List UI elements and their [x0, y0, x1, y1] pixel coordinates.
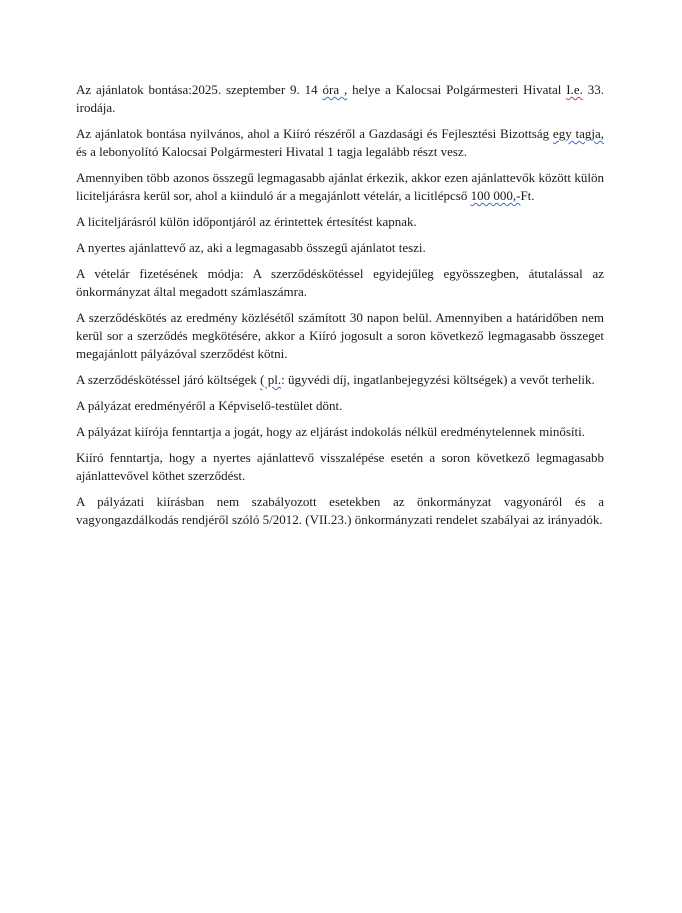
text-segment: Ft. [520, 188, 535, 203]
spellcheck-mark-blue: 100 000,- [470, 188, 521, 203]
text-segment: A nyertes ajánlattevő az, aki a legmagasabb összegű ajánlatot teszi. [76, 240, 426, 255]
spellcheck-mark-blue: óra , [322, 82, 348, 97]
text-segment: Amennyiben több azonos összegű legmagasabb ajánlat érkezik, akkor ezen ajánlattevők között külön liciteljárásra kerül sor, ahol a kiinduló ár a megajánlott vételár, a licitlépcső [76, 170, 604, 203]
paragraph-winner [76, 239, 604, 257]
spellcheck-mark-red: I.e. [566, 82, 583, 97]
paragraph-payment-method [76, 265, 604, 301]
text-segment: helye a Kalocsai Polgármesteri Hivatal [347, 82, 567, 97]
paragraph-withdrawal [76, 449, 604, 485]
paragraph-decision [76, 397, 604, 415]
paragraph-opening-public [76, 125, 604, 161]
text-segment: : ügyvédi díj, ingatlanbejegyzési költségek) a vevőt terhelik. [281, 372, 595, 387]
text-segment: A liciteljárásról külön időpontjáról az érintettek értesítést kapnak. [76, 214, 417, 229]
text-segment: A szerződéskötés az eredmény közlésétől számított 30 napon belül. Amennyiben a határidőben nem kerül sor a szerződés megkötésére, akkor a Kiíró jogosult a soron következő legmagasabb összeget megajánlott pályázóval szerződést kötni. [76, 310, 604, 361]
spellcheck-mark-blue: ( pl. [260, 372, 282, 387]
text-segment: A pályázati kiírásban nem szabályozott esetekben az önkormányzat vagyonáról és a vagyongazdálkodás rendjéről szóló 5/2012. (VII.23.) önkormányzati rendelet szabályai az irányadók. [76, 494, 604, 527]
text-segment: Az ajánlatok bontása nyilvános, ahol a Kiíró részéről a Gazdasági és Fejlesztési Bizottság [76, 126, 553, 141]
text-segment: és a lebonyolító Kalocsai Polgármesteri Hivatal 1 tagja legalább részt vesz. [76, 144, 467, 159]
text-segment: A pályázat kiírója fenntartja a jogát, hogy az eljárást indokolás nélkül eredménytelennek minősíti. [76, 424, 585, 439]
text-segment: A szerződéskötéssel járó költségek [76, 372, 261, 387]
text-segment: 33. irodája. [76, 82, 605, 115]
paragraph-right-reserved [76, 423, 604, 441]
spellcheck-mark-blue: egy tagja, [552, 126, 604, 141]
document-body [76, 81, 604, 537]
paragraph-opening-time [76, 81, 604, 117]
paragraph-tie-auction [76, 169, 604, 205]
text-segment: A vételár fizetésének módja: A szerződéskötéssel egyidejűleg egyösszegben, átutalással az önkormányzat által megadott számlaszámra. [76, 266, 604, 299]
paragraph-contract-deadline [76, 309, 604, 363]
paragraph-governing-rules [76, 493, 604, 529]
paragraph-contract-costs [76, 371, 604, 389]
text-segment: Az ajánlatok bontása:2025. szeptember 9. 14 [76, 82, 323, 97]
text-segment: Kiíró fenntartja, hogy a nyertes ajánlattevő visszalépése esetén a soron következő legmagasabb ajánlattevővel köthet szerződést. [76, 450, 604, 483]
paragraph-auction-notice [76, 213, 604, 231]
text-segment: A pályázat eredményéről a Képviselő-testület dönt. [76, 398, 343, 413]
